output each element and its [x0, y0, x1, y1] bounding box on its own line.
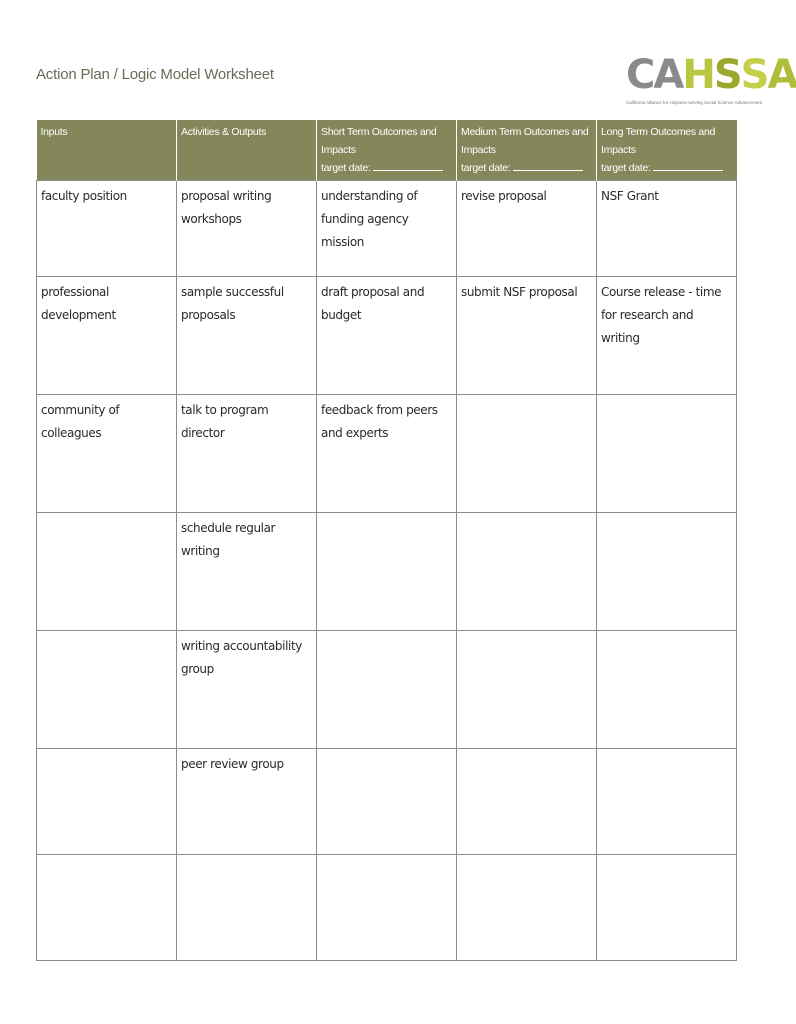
- table-cell[interactable]: professional development: [37, 277, 177, 395]
- table-cell[interactable]: submit NSF proposal: [457, 277, 597, 395]
- table-cell[interactable]: talk to program director: [177, 395, 317, 513]
- logo-letter: S: [740, 52, 768, 98]
- table-cell[interactable]: [177, 855, 317, 961]
- header-short-term: [317, 120, 457, 181]
- table-cell[interactable]: [597, 631, 737, 749]
- table-cell[interactable]: schedule regular writing: [177, 513, 317, 631]
- target-date-blank[interactable]: [653, 159, 723, 171]
- table-cell[interactable]: draft proposal and budget: [317, 277, 457, 395]
- table-cell[interactable]: [37, 513, 177, 631]
- table-row: [37, 855, 737, 961]
- table-cell[interactable]: [317, 631, 457, 749]
- table-cell[interactable]: [317, 749, 457, 855]
- table-cell[interactable]: [457, 749, 597, 855]
- table-row: [37, 631, 737, 749]
- header-label: Medium Term Outcomes and: [461, 126, 589, 138]
- table-cell[interactable]: writing accountability group: [177, 631, 317, 749]
- table-cell[interactable]: [597, 513, 737, 631]
- table-row: [37, 749, 737, 855]
- table-cell[interactable]: [457, 513, 597, 631]
- table-cell[interactable]: community of colleagues: [37, 395, 177, 513]
- table-cell[interactable]: [597, 749, 737, 855]
- table-cell[interactable]: faculty position: [37, 181, 177, 277]
- target-date-label: target date:: [461, 162, 511, 174]
- target-date-label: target date:: [601, 162, 651, 174]
- logo-tagline: California Alliance for Hispanic-serving Social Science Advancement: [626, 100, 763, 105]
- table-row: [37, 181, 737, 277]
- table-cell[interactable]: [37, 855, 177, 961]
- header-activities-outputs: [177, 120, 317, 181]
- header-medium-term: [457, 120, 597, 181]
- logic-model-table: [36, 120, 737, 961]
- table-cell[interactable]: [317, 855, 457, 961]
- header-long-term: [597, 120, 737, 181]
- table-cell[interactable]: feedback from peers and experts: [317, 395, 457, 513]
- table-cell[interactable]: [597, 395, 737, 513]
- target-date-label: target date:: [321, 162, 371, 174]
- logo-letter: A: [767, 52, 796, 98]
- logo-letter: A: [653, 52, 683, 98]
- logo-letter: C: [626, 52, 654, 98]
- table-cell[interactable]: NSF Grant: [597, 181, 737, 277]
- page-title: Action Plan / Logic Model Worksheet: [36, 66, 274, 83]
- logo-letter: H: [682, 52, 714, 98]
- header-label: Impacts: [461, 144, 496, 156]
- table-cell[interactable]: [457, 631, 597, 749]
- header-label: Activities & Outputs: [181, 126, 267, 138]
- table-cell[interactable]: sample successful proposals: [177, 277, 317, 395]
- table-cell[interactable]: peer review group: [177, 749, 317, 855]
- table-cell[interactable]: [597, 855, 737, 961]
- header-row: [37, 120, 737, 181]
- header-label: Long Term Outcomes and Impacts: [601, 126, 716, 156]
- cahssa-logo: [626, 52, 796, 112]
- table-cell[interactable]: [457, 855, 597, 961]
- header-label: Inputs: [40, 126, 68, 138]
- table-cell[interactable]: proposal writing workshops: [177, 181, 317, 277]
- table-cell[interactable]: revise proposal: [457, 181, 597, 277]
- table-row: [37, 395, 737, 513]
- table-cell[interactable]: [457, 395, 597, 513]
- target-date-blank[interactable]: [373, 159, 443, 171]
- table-row: [37, 513, 737, 631]
- logo-wordmark: [626, 52, 796, 98]
- table-cell[interactable]: understanding of funding agency mission: [317, 181, 457, 277]
- table-cell[interactable]: [317, 513, 457, 631]
- table-row: [37, 277, 737, 395]
- header-label: Short Term Outcomes and Impacts: [321, 126, 437, 156]
- table-cell[interactable]: [37, 749, 177, 855]
- header-inputs: [37, 120, 177, 181]
- target-date-blank[interactable]: [513, 159, 583, 171]
- table-cell[interactable]: Course release - time for research and writing: [597, 277, 737, 395]
- logo-letter: S: [713, 52, 741, 98]
- table-cell[interactable]: [37, 631, 177, 749]
